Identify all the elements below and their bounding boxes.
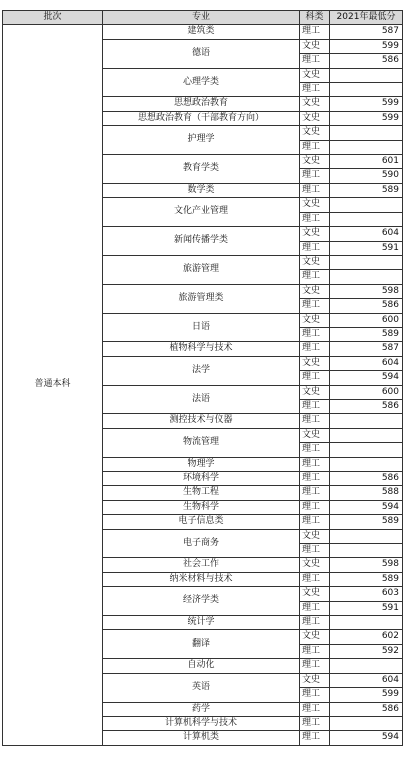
major-cell: 旅游管理 (103, 255, 300, 284)
score-cell: 587 (330, 342, 403, 356)
major-cell: 植物科学与技术 (103, 342, 300, 356)
score-cell: 586 (330, 54, 403, 68)
score-cell (330, 270, 403, 284)
subject-cell: 理工 (300, 601, 330, 615)
subject-cell: 理工 (300, 688, 330, 702)
score-cell: 586 (330, 399, 403, 413)
score-cell: 603 (330, 587, 403, 601)
subject-cell: 文史 (300, 97, 330, 111)
subject-cell: 文史 (300, 313, 330, 327)
major-cell: 日语 (103, 313, 300, 342)
major-cell: 思想政治教育（干部教育方向） (103, 111, 300, 125)
score-cell: 599 (330, 688, 403, 702)
score-cell: 599 (330, 111, 403, 125)
score-cell (330, 414, 403, 428)
score-cell: 586 (330, 472, 403, 486)
score-cell: 591 (330, 601, 403, 615)
subject-cell: 文史 (300, 255, 330, 269)
subject-cell: 理工 (300, 472, 330, 486)
score-cell: 591 (330, 241, 403, 255)
major-cell: 旅游管理类 (103, 284, 300, 313)
subject-cell: 文史 (300, 126, 330, 140)
score-cell: 590 (330, 169, 403, 183)
major-cell: 翻译 (103, 630, 300, 659)
subject-cell: 文史 (300, 39, 330, 53)
score-cell: 592 (330, 644, 403, 658)
score-cell: 604 (330, 227, 403, 241)
major-cell: 数学类 (103, 183, 300, 197)
score-cell: 599 (330, 97, 403, 111)
score-cell: 589 (330, 515, 403, 529)
score-cell: 594 (330, 371, 403, 385)
major-cell: 经济学类 (103, 587, 300, 616)
score-cell (330, 716, 403, 730)
score-cell (330, 659, 403, 673)
score-cell: 604 (330, 356, 403, 370)
score-cell: 589 (330, 183, 403, 197)
score-cell: 600 (330, 313, 403, 327)
major-cell: 新闻传播学类 (103, 227, 300, 256)
subject-cell: 文史 (300, 385, 330, 399)
major-cell: 物理学 (103, 457, 300, 471)
subject-cell: 理工 (300, 371, 330, 385)
subject-cell: 理工 (300, 716, 330, 730)
subject-cell: 文史 (300, 529, 330, 543)
subject-cell: 理工 (300, 327, 330, 341)
subject-cell: 文史 (300, 673, 330, 687)
major-cell: 法语 (103, 385, 300, 414)
major-cell: 自动化 (103, 659, 300, 673)
subject-cell: 理工 (300, 515, 330, 529)
subject-cell: 理工 (300, 659, 330, 673)
subject-cell: 理工 (300, 731, 330, 745)
major-cell: 生物工程 (103, 486, 300, 500)
score-cell: 604 (330, 673, 403, 687)
subject-cell: 理工 (300, 486, 330, 500)
subject-cell: 文史 (300, 587, 330, 601)
major-cell: 纳米材料与技术 (103, 572, 300, 586)
subject-cell: 文史 (300, 227, 330, 241)
major-cell: 护理学 (103, 126, 300, 155)
subject-cell: 理工 (300, 299, 330, 313)
major-cell: 计算机科学与技术 (103, 716, 300, 730)
score-cell: 598 (330, 284, 403, 298)
major-cell: 测控技术与仪器 (103, 414, 300, 428)
score-cell: 589 (330, 572, 403, 586)
subject-cell: 理工 (300, 140, 330, 154)
major-cell: 思想政治教育 (103, 97, 300, 111)
score-cell: 589 (330, 327, 403, 341)
score-cell (330, 212, 403, 226)
score-cell: 601 (330, 155, 403, 169)
subject-cell: 理工 (300, 702, 330, 716)
score-cell (330, 140, 403, 154)
major-cell: 统计学 (103, 616, 300, 630)
subject-cell: 理工 (300, 342, 330, 356)
subject-cell: 文史 (300, 630, 330, 644)
score-cell: 598 (330, 558, 403, 572)
score-cell: 588 (330, 486, 403, 500)
subject-cell: 理工 (300, 25, 330, 39)
subject-cell: 理工 (300, 399, 330, 413)
header-major: 专业 (103, 11, 300, 25)
header-min-score: 2021年最低分 (330, 11, 403, 25)
major-cell: 环境科学 (103, 472, 300, 486)
header-subject: 科类 (300, 11, 330, 25)
subject-cell: 理工 (300, 183, 330, 197)
subject-cell: 理工 (300, 544, 330, 558)
score-cell (330, 83, 403, 97)
score-cell: 594 (330, 731, 403, 745)
major-cell: 药学 (103, 702, 300, 716)
score-cell (330, 544, 403, 558)
subject-cell: 理工 (300, 616, 330, 630)
batch-cell: 普通本科 (3, 25, 103, 745)
score-cell: 586 (330, 299, 403, 313)
major-cell: 德语 (103, 39, 300, 68)
subject-cell: 理工 (300, 500, 330, 514)
major-cell: 建筑类 (103, 25, 300, 39)
score-cell: 586 (330, 702, 403, 716)
subject-cell: 理工 (300, 457, 330, 471)
subject-cell: 文史 (300, 356, 330, 370)
subject-cell: 文史 (300, 155, 330, 169)
score-cell (330, 68, 403, 82)
major-cell: 英语 (103, 673, 300, 702)
subject-cell: 文史 (300, 428, 330, 442)
major-cell: 生物科学 (103, 500, 300, 514)
major-cell: 法学 (103, 356, 300, 385)
header-row (3, 11, 403, 25)
score-table (2, 10, 403, 746)
subject-cell: 文史 (300, 558, 330, 572)
score-cell: 600 (330, 385, 403, 399)
score-cell: 587 (330, 25, 403, 39)
major-cell: 电子信息类 (103, 515, 300, 529)
subject-cell: 文史 (300, 111, 330, 125)
subject-cell: 理工 (300, 212, 330, 226)
score-cell (330, 255, 403, 269)
major-cell: 计算机类 (103, 731, 300, 745)
subject-cell: 理工 (300, 54, 330, 68)
major-cell: 文化产业管理 (103, 198, 300, 227)
subject-cell: 理工 (300, 270, 330, 284)
score-cell (330, 428, 403, 442)
table-row (3, 25, 403, 39)
subject-cell: 理工 (300, 572, 330, 586)
score-cell (330, 616, 403, 630)
major-cell: 社会工作 (103, 558, 300, 572)
score-cell: 594 (330, 500, 403, 514)
subject-cell: 理工 (300, 83, 330, 97)
subject-cell: 理工 (300, 241, 330, 255)
subject-cell: 理工 (300, 414, 330, 428)
table-body (3, 25, 403, 745)
major-cell: 教育学类 (103, 155, 300, 184)
score-cell (330, 443, 403, 457)
subject-cell: 理工 (300, 169, 330, 183)
score-cell (330, 457, 403, 471)
score-cell (330, 126, 403, 140)
score-cell: 602 (330, 630, 403, 644)
score-cell (330, 529, 403, 543)
score-cell (330, 198, 403, 212)
score-cell: 599 (330, 39, 403, 53)
major-cell: 电子商务 (103, 529, 300, 558)
major-cell: 物流管理 (103, 428, 300, 457)
header-batch: 批次 (3, 11, 103, 25)
subject-cell: 文史 (300, 68, 330, 82)
subject-cell: 理工 (300, 644, 330, 658)
subject-cell: 理工 (300, 443, 330, 457)
major-cell: 心理学类 (103, 68, 300, 97)
subject-cell: 文史 (300, 198, 330, 212)
subject-cell: 文史 (300, 284, 330, 298)
